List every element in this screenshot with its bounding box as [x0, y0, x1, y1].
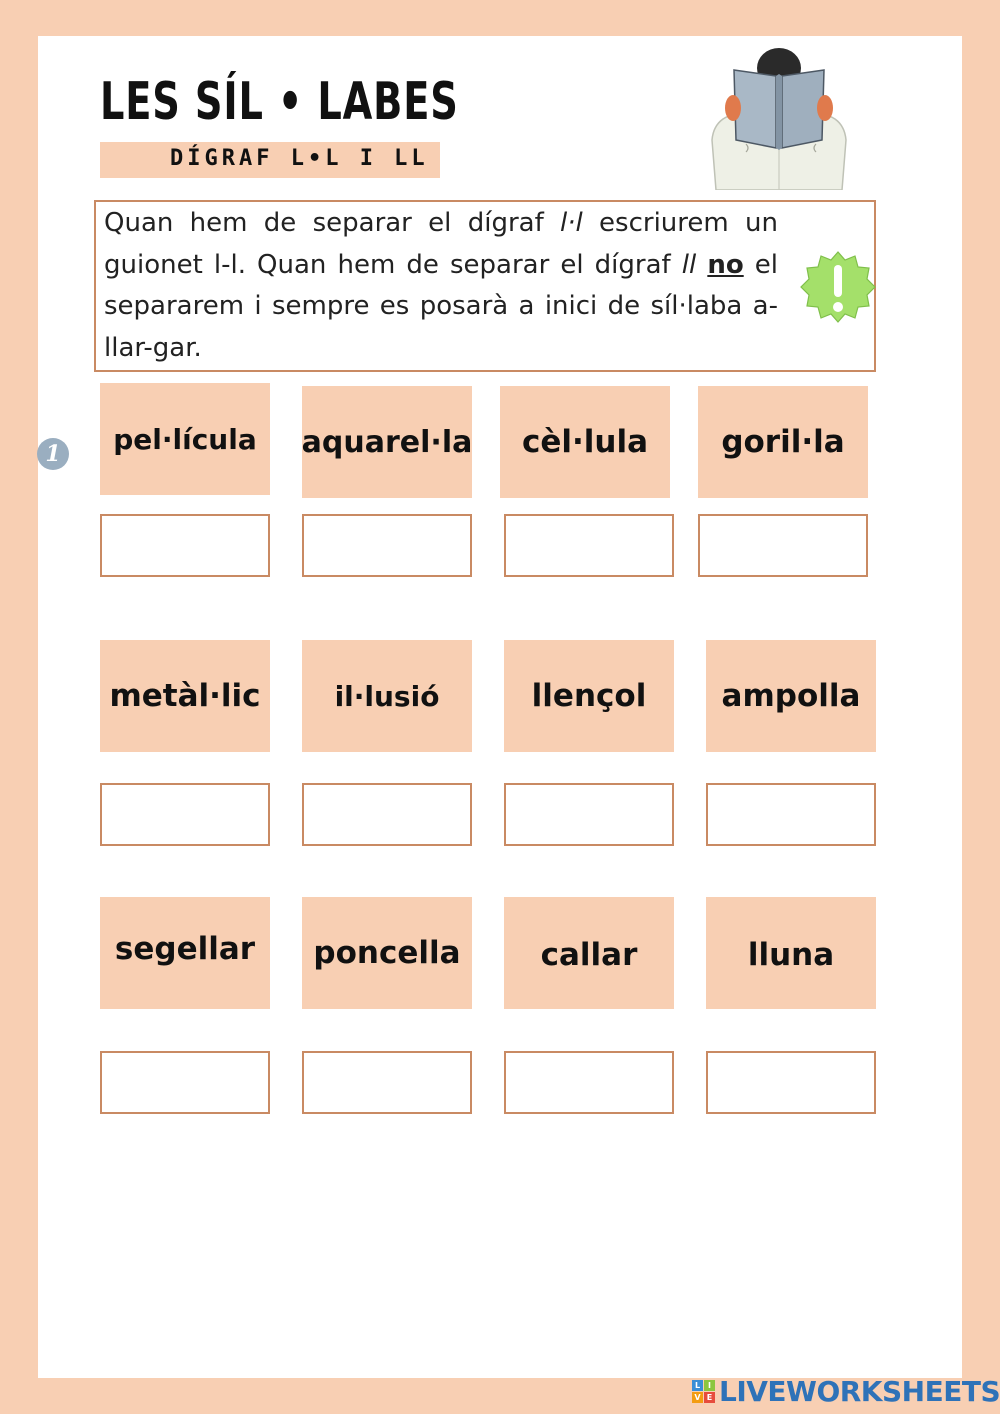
word-card: pel·lícula	[100, 383, 270, 495]
answer-input[interactable]	[100, 783, 270, 846]
rule-text	[104, 203, 778, 369]
answer-input[interactable]	[100, 1051, 270, 1114]
answer-input[interactable]	[698, 514, 868, 577]
answer-input[interactable]	[706, 1051, 876, 1114]
liveworksheets-logo-icon	[692, 1380, 715, 1403]
word-card: callar	[504, 897, 674, 1009]
word-card: lluna	[706, 897, 876, 1009]
word-card: il·lusió	[302, 640, 472, 752]
digraph-ll: ll	[681, 249, 697, 280]
answer-input[interactable]	[504, 783, 674, 846]
word-card: segellar	[100, 897, 270, 1009]
logo-letter: I	[704, 1380, 715, 1391]
word-card: poncella	[302, 897, 472, 1009]
exclamation-badge-icon	[800, 248, 876, 328]
page-title: LES SÍL • LABES	[100, 72, 459, 132]
word-card: cèl·lula	[500, 386, 670, 498]
logo-letter: E	[704, 1392, 715, 1403]
rule-text-part: Quan hem de separar el dígraf	[104, 208, 561, 238]
exercise-number-badge: 1	[37, 438, 69, 470]
word-card: ampolla	[706, 640, 876, 752]
rule-text-part: escriurem un guionet l-l. Quan hem de separar el dígraf	[104, 208, 778, 280]
answer-input[interactable]	[302, 783, 472, 846]
digraph-l-l: l·l	[560, 208, 583, 238]
word-card: llençol	[504, 640, 674, 752]
logo-letter: L	[692, 1380, 703, 1391]
logo-letter: V	[692, 1392, 703, 1403]
word-card: goril·la	[698, 386, 868, 498]
liveworksheets-brand[interactable]	[692, 1374, 1000, 1408]
answer-input[interactable]	[504, 514, 674, 577]
rule-text-part: el separarem i sempre es posarà a inici de síl·laba a-llar-gar.	[104, 249, 779, 363]
answer-input[interactable]	[100, 514, 270, 577]
answer-input[interactable]	[302, 514, 472, 577]
person-reading-book-icon	[706, 44, 852, 190]
rule-text-part	[696, 250, 707, 280]
rule-emphasis: no	[707, 249, 744, 280]
page-subtitle: DÍGRAF L•L I LL	[170, 146, 429, 171]
brand-name: LIVEWORKSHEETS	[719, 1374, 1000, 1408]
word-card: metàl·lic	[100, 640, 270, 752]
answer-input[interactable]	[302, 1051, 472, 1114]
word-card: aquarel·la	[302, 386, 472, 498]
answer-input[interactable]	[706, 783, 876, 846]
answer-input[interactable]	[504, 1051, 674, 1114]
